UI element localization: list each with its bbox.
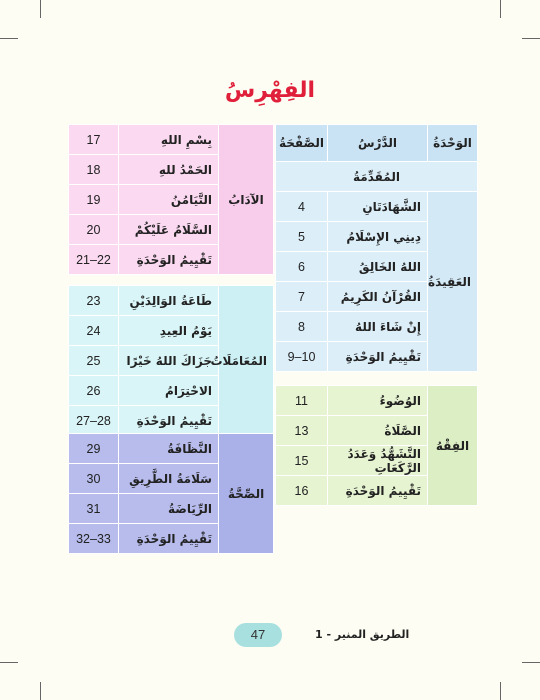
lesson-title: التَّيَامُنُ (119, 185, 219, 215)
lesson-title: القُرْآنُ الكَرِيمُ (328, 282, 428, 312)
lesson-title: الوُضُوءُ (328, 386, 428, 416)
page-number: 23 (69, 286, 119, 316)
lesson-title: النَّظَافَةُ (119, 434, 219, 464)
crop-mark (0, 38, 18, 39)
page-number: 27–28 (69, 406, 119, 436)
unit-name: الآدَابُ (219, 125, 274, 275)
table-row (276, 192, 478, 222)
table-row (69, 434, 274, 464)
page-number: 24 (69, 316, 119, 346)
page-number: 16 (276, 476, 328, 506)
lesson-title: بِسْمِ اللهِ (119, 125, 219, 155)
page-number: 17 (69, 125, 119, 155)
header-row (276, 125, 478, 162)
book-title: الطريق المنير - 1 (315, 628, 410, 641)
intro-row (276, 162, 478, 192)
unit-name: الصِّحَّةُ (219, 434, 274, 554)
lesson-title: اللهُ الخَالِقُ (328, 252, 428, 282)
page-number: 32–33 (69, 524, 119, 554)
index-table-adab (68, 124, 274, 275)
page-number: 5 (276, 222, 328, 252)
page-number: 13 (276, 416, 328, 446)
lesson-title: الحَمْدُ للهِ (119, 155, 219, 185)
header-page: الصَّفْحَةُ (276, 125, 328, 162)
lesson-title: تَقْيِيمُ الوَحْدَةِ (328, 476, 428, 506)
crop-mark (40, 0, 41, 18)
page-title: الفِهْرِسُ (224, 78, 316, 103)
crop-mark (522, 38, 540, 39)
page-number: 9–10 (276, 342, 328, 372)
page-number: 7 (276, 282, 328, 312)
lesson-title: سَلَامَةُ الطَّرِيقِ (119, 464, 219, 494)
page-number-badge: 47 (234, 623, 282, 647)
page-number: 20 (69, 215, 119, 245)
table-row (69, 286, 274, 316)
page-number: 6 (276, 252, 328, 282)
index-table-aqeeda (275, 124, 478, 372)
table-row (276, 386, 478, 416)
index-table-sihha (68, 433, 274, 554)
crop-mark (40, 682, 41, 700)
page-number: 21–22 (69, 245, 119, 275)
lesson-title: التَّشَهُّدُ وَعَدَدُ الرَّكَعَاتِ (328, 446, 428, 476)
page-number: 11 (276, 386, 328, 416)
index-table-fiqh (275, 385, 478, 506)
page-number: 31 (69, 494, 119, 524)
crop-mark (0, 662, 18, 663)
lesson-title: تَقْيِيمُ الوَحْدَةِ (119, 406, 219, 436)
page-number: 4 (276, 192, 328, 222)
lesson-title: تَقْيِيمُ الوَحْدَةِ (119, 524, 219, 554)
lesson-title: الرِّيَاضَةُ (119, 494, 219, 524)
page-number: 15 (276, 446, 328, 476)
unit-name: المُعَامَلَاتُ (219, 286, 274, 436)
lesson-title: الاحْتِرَامُ (119, 376, 219, 406)
lesson-title: إِنْ شَاءَ اللهُ (328, 312, 428, 342)
lesson-title: طَاعَةُ الوَالِدَيْنِ (119, 286, 219, 316)
header-unit: الوَحْدَةُ (428, 125, 478, 162)
page-number: 30 (69, 464, 119, 494)
unit-name: الفِقْهُ (428, 386, 478, 506)
lesson-title: يَوْمُ العِيدِ (119, 316, 219, 346)
page-number: 29 (69, 434, 119, 464)
lesson-title: السَّلَامُ عَلَيْكُمْ (119, 215, 219, 245)
lesson-title: دِينِي الإِسْلَامُ (328, 222, 428, 252)
page-number: 19 (69, 185, 119, 215)
header-lesson: الدَّرْسُ (328, 125, 428, 162)
crop-mark (500, 0, 501, 18)
lesson-title: تَقْيِيمُ الوَحْدَةِ (328, 342, 428, 372)
crop-mark (522, 662, 540, 663)
intro-label: المُقَدِّمَةُ (276, 162, 478, 192)
lesson-title: الصَّلَاةُ (328, 416, 428, 446)
lesson-title: تَقْيِيمُ الوَحْدَةِ (119, 245, 219, 275)
lesson-title: جَزَاكَ اللهُ خَيْرًا (119, 346, 219, 376)
unit-name: العَقِيدَةُ (428, 192, 478, 372)
table-row (69, 125, 274, 155)
lesson-title: الشَّهَادَتَانِ (328, 192, 428, 222)
page-number: 8 (276, 312, 328, 342)
page-number: 25 (69, 346, 119, 376)
page-number: 26 (69, 376, 119, 406)
crop-mark (500, 682, 501, 700)
index-table-muamalat (68, 285, 274, 436)
page-number: 18 (69, 155, 119, 185)
